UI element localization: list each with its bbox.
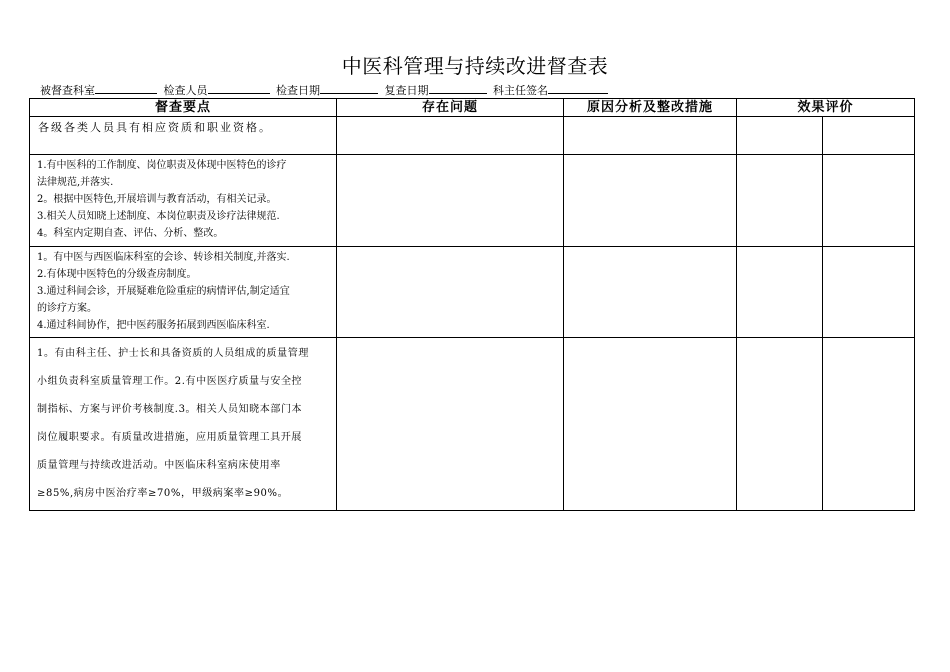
key-point-line: 质量管理与持续改进活动。中医临床科室病床使用率 (37, 460, 281, 471)
director-blank[interactable] (548, 83, 608, 94)
key-point-line: 3.相关人员知晓上述制度、本岗位职责及诊疗法律规范. (37, 211, 280, 222)
key-point-cell (30, 247, 337, 338)
header-cause-measures: 原因分析及整改措施 (564, 99, 737, 117)
measure-cell[interactable] (564, 247, 737, 338)
key-point-line: 1.有中医科的工作制度、岗位职责及体现中医特色的诊疗 (37, 160, 287, 171)
inspector-blank[interactable] (208, 83, 270, 94)
key-point-line: 2。根据中医特色,开展培训与教育活动，有相关记录。 (37, 194, 277, 205)
header-problems: 存在问题 (337, 99, 564, 117)
problem-cell[interactable] (337, 155, 564, 247)
evaluation-cell[interactable] (823, 247, 915, 338)
key-point-line: 1。有由科主任、护士长和具备资质的人员组成的质量管理 (37, 348, 309, 359)
key-point-line: 法律规范,并落实. (37, 177, 114, 188)
header-effect-evaluation: 效果评价 (737, 99, 915, 117)
table-row (30, 247, 915, 338)
measure-cell[interactable] (564, 338, 737, 511)
key-point-line: 4。科室内定期自查、评估、分析、整改。 (37, 228, 224, 239)
inspection-table (29, 98, 915, 511)
table-row (30, 338, 915, 511)
problem-cell[interactable] (337, 117, 564, 155)
key-point-cell (30, 338, 337, 511)
key-point-line: 2.有体现中医特色的分级查房制度。 (37, 269, 197, 280)
header-key-points: 督查要点 (30, 99, 337, 117)
evaluation-cell[interactable] (823, 117, 915, 155)
key-point-cell (30, 155, 337, 247)
inspector-label: 检查人员 (163, 84, 208, 97)
table-header-row (30, 99, 915, 117)
key-point-line: 小组负责科室质量管理工作。2.有中医医疗质量与安全控 (37, 376, 303, 387)
key-point-line: 3.通过科间会诊，开展疑难危险重症的病情评估,制定适宜 (37, 286, 290, 297)
evaluation-cell[interactable] (737, 117, 823, 155)
problem-cell[interactable] (337, 338, 564, 511)
measure-cell[interactable] (564, 155, 737, 247)
recheck-blank[interactable] (429, 83, 487, 94)
recheck-label: 复查日期 (384, 84, 429, 97)
dept-blank[interactable] (95, 83, 157, 94)
evaluation-cell[interactable] (823, 155, 915, 247)
key-point-line: 各级各类人员具有相应资质和职业资格。 (38, 121, 272, 134)
key-point-line: ≥85%,病房中医治疗率≥70%，甲级病案率≥90%。 (37, 488, 289, 499)
key-point-line: 4.通过科间协作，把中医药服务拓展到西医临床科室. (37, 320, 270, 331)
key-point-line: 岗位履职要求。有质量改进措施，应用质量管理工具开展 (37, 432, 302, 443)
key-point-line: 1。有中医与西医临床科室的会诊、转诊相关制度,并落实. (37, 252, 290, 263)
date-label: 检查日期 (276, 84, 320, 97)
problem-cell[interactable] (337, 247, 564, 338)
evaluation-cell[interactable] (737, 338, 823, 511)
evaluation-cell[interactable] (737, 247, 823, 338)
key-point-cell (30, 117, 337, 155)
dept-label: 被督查科室 (40, 84, 95, 97)
table-row (30, 155, 915, 247)
table-row (30, 117, 915, 155)
director-label: 科主任签名 (493, 84, 548, 97)
evaluation-cell[interactable] (737, 155, 823, 247)
evaluation-cell[interactable] (823, 338, 915, 511)
date-blank[interactable] (320, 83, 378, 94)
key-point-line: 的诊疗方案。 (37, 303, 97, 314)
page-title: 中医科管理与持续改进督查表 (341, 54, 609, 78)
form-header-fields (40, 82, 611, 98)
measure-cell[interactable] (564, 117, 737, 155)
key-point-line: 制指标、方案与评价考核制度.3。相关人员知晓本部门本 (37, 404, 303, 415)
